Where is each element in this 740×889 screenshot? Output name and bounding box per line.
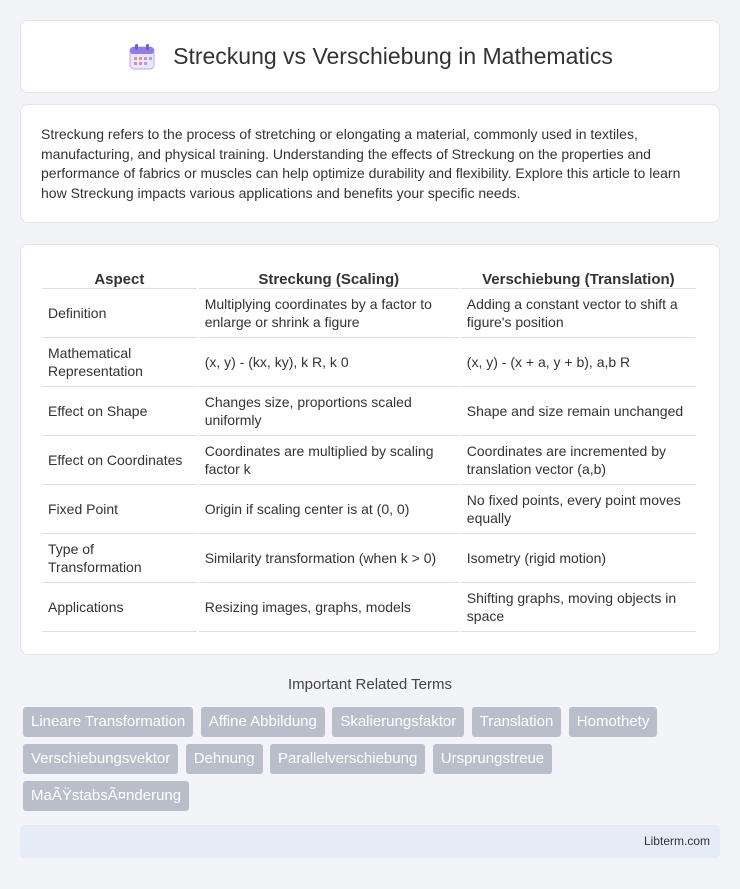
- table-row: [42, 338, 696, 387]
- table-cell: Shape and size remain unchanged: [461, 387, 696, 436]
- footer: [20, 825, 720, 858]
- table-row: [42, 583, 696, 632]
- table-cell: Origin if scaling center is at (0, 0): [199, 485, 459, 534]
- header-streckung: Streckung (Scaling): [199, 265, 459, 289]
- table-cell: Coordinates are incremented by translation vector (a,b): [461, 436, 696, 485]
- page-title: Streckung vs Verschiebung in Mathematics: [173, 43, 613, 69]
- header-aspect: Aspect: [42, 265, 197, 289]
- table-cell: (x, y) - (kx, ky), k R, k 0: [199, 338, 459, 387]
- intro-card: [20, 104, 720, 223]
- comparison-table: [40, 265, 698, 632]
- table-cell: Adding a constant vector to shift a figure's position: [461, 289, 696, 338]
- related-tag[interactable]: Translation: [472, 707, 562, 737]
- table-cell: Resizing images, graphs, models: [199, 583, 459, 632]
- table-cell: (x, y) - (x + a, y + b), a,b R: [461, 338, 696, 387]
- table-cell: Fixed Point: [42, 485, 197, 534]
- related-tag[interactable]: Parallelverschiebung: [270, 744, 425, 774]
- related-tag[interactable]: Verschiebungsvektor: [23, 744, 178, 774]
- table-cell: Changes size, proportions scaled uniformly: [199, 387, 459, 436]
- comparison-table-card: [20, 244, 720, 655]
- table-cell: Similarity transformation (when k > 0): [199, 534, 459, 583]
- related-tag[interactable]: Lineare Transformation: [23, 707, 193, 737]
- table-row: [42, 485, 696, 534]
- table-cell: Effect on Coordinates: [42, 436, 197, 485]
- header-card: [20, 20, 720, 93]
- related-terms-tags: [23, 707, 723, 818]
- table-cell: Isometry (rigid motion): [461, 534, 696, 583]
- table-cell: Coordinates are multiplied by scaling factor k: [199, 436, 459, 485]
- table-cell: Type of Transformation: [42, 534, 197, 583]
- related-tag[interactable]: MaÃŸstabsÃ¤nderung: [23, 781, 189, 811]
- table-row: [42, 436, 696, 485]
- related-tag[interactable]: Skalierungsfaktor: [332, 707, 464, 737]
- table-row: [42, 534, 696, 583]
- table-row: [42, 387, 696, 436]
- table-cell: Effect on Shape: [42, 387, 197, 436]
- related-tag[interactable]: Dehnung: [186, 744, 263, 774]
- table-cell: Multiplying coordinates by a factor to enlarge or shrink a figure: [199, 289, 459, 338]
- calendar-icon: [127, 42, 157, 72]
- table-row: [42, 289, 696, 338]
- intro-text: Streckung refers to the process of stretching or elongating a material, commonly used in textiles, manufacturing, and physical training. Understanding the effects of Streckung on the properties and performance of fabrics or muscles can help optimize durability and flexibility. Explore this article to learn how Streckung impacts various applications and benefits your specific needs.: [41, 126, 681, 201]
- table-cell: Mathematical Representation: [42, 338, 197, 387]
- related-tag[interactable]: Affine Abbildung: [201, 707, 325, 737]
- related-tag[interactable]: Homothety: [569, 707, 658, 737]
- related-terms-title: Important Related Terms: [288, 676, 452, 693]
- footer-link[interactable]: Libterm.com: [643, 834, 710, 848]
- related-tag[interactable]: Ursprungstreue: [433, 744, 552, 774]
- table-cell: Definition: [42, 289, 197, 338]
- table-cell: No fixed points, every point moves equally: [461, 485, 696, 534]
- title-wrap: [127, 42, 613, 72]
- table-cell: Applications: [42, 583, 197, 632]
- table-header-row: [42, 265, 696, 289]
- table-cell: Shifting graphs, moving objects in space: [461, 583, 696, 632]
- header-verschiebung: Verschiebung (Translation): [461, 265, 696, 289]
